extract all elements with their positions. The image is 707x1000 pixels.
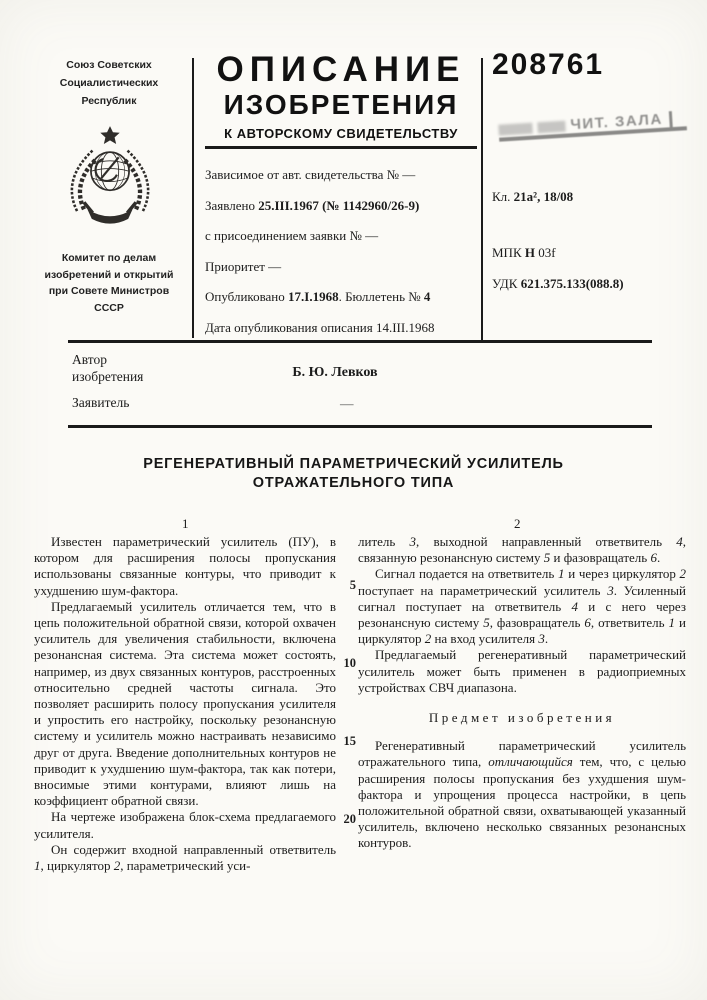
applicant-label: Заявитель (72, 395, 130, 410)
committee-line: СССР (94, 301, 124, 314)
text-run: МПК (492, 245, 525, 260)
text-run: , выходной направленный ответвитель (416, 534, 677, 549)
author-label: Автор (72, 352, 108, 367)
text-run: с присоединением заявки № — (205, 228, 379, 244)
text-run: Сигнал подается на ответвитель (375, 566, 559, 582)
committee-name (28, 250, 190, 316)
text-run: и фазовращатель (550, 550, 651, 566)
classification-line (492, 276, 704, 292)
document-subtype: К АВТОРСКОМУ СВИДЕТЕЛЬСТВУ (224, 126, 458, 141)
section-heading: Предмет изобретения (428, 710, 616, 726)
body-column-left (34, 534, 336, 874)
text-run: , ответвитель (590, 615, 669, 631)
vertical-divider (192, 58, 194, 338)
text-run: 4 (571, 598, 578, 614)
line-numbers (334, 0, 356, 1000)
line-number: 5 (349, 578, 356, 592)
column-number: 1 (182, 516, 189, 531)
column-number: 2 (514, 516, 521, 531)
text-run: , параметрический уси- (120, 858, 251, 874)
paragraph (34, 534, 336, 599)
paragraph (358, 738, 686, 851)
text-run: 3 (607, 582, 614, 598)
author-name: Б. Ю. Левков (292, 365, 378, 380)
text-run: 03f (535, 245, 556, 260)
text-run: отличающийся (488, 754, 573, 770)
text-run: и с него через резонансную систему (358, 598, 686, 631)
classification (492, 189, 704, 292)
line-number: 10 (343, 656, 356, 670)
text-run: 2 (113, 858, 121, 874)
text-run: , фазовращатель (489, 615, 585, 631)
text-run: . Бюллетень № (338, 289, 424, 305)
text-run: Он содержит входной направленный ответвитель (51, 841, 336, 857)
country-line: Республик (81, 95, 137, 107)
text-run: 5 (543, 550, 551, 566)
author-label: изобретения (72, 369, 144, 384)
issuing-country (28, 56, 190, 110)
document-type-title: ИЗОБРЕТЕНИЯ (223, 89, 459, 120)
text-run: 3 (409, 534, 417, 549)
text-run: Предлагаемый регенеративный параметрический усилитель может быть применен в радиоприемных устройствах СВЧ диапазона. (358, 647, 686, 695)
text-run: 1 (668, 615, 676, 631)
text-run: Приоритет — (205, 258, 282, 274)
text-run: Кл. (492, 189, 514, 204)
committee-line: при Совете Министров (48, 285, 170, 297)
text-run: Зависимое от авт. свидетельства № — (205, 167, 416, 182)
text-run: 5 (483, 615, 490, 631)
stamp-smudge (498, 123, 533, 136)
applicant-value: — (340, 396, 354, 411)
classification-line (492, 189, 704, 205)
stamp-text: ЧИТ. ЗАЛА (569, 110, 664, 134)
text-run: 25.III.1967 (№ 1142960/26-9) (258, 197, 420, 213)
text-run: 21а², 18/08 (513, 189, 574, 204)
text-run: поступает на параметрический усилитель (358, 582, 608, 598)
text-run: , связанную резонансную систему (358, 534, 686, 566)
paragraph (34, 599, 336, 810)
text-run: 17.I.1968 (288, 289, 339, 305)
text-run: Дата опубликования описания 14.III.1968 (205, 319, 435, 335)
committee-line: изобретений и открытий (44, 268, 174, 281)
horizontal-divider (68, 425, 652, 428)
invention-title: ОТРАЖАТЕЛЬНОГО ТИПА (252, 475, 455, 491)
committee-line: Комитет по делам (61, 252, 157, 264)
library-stamp (497, 92, 687, 141)
body-column-right (358, 534, 686, 852)
classification-line (492, 245, 704, 261)
text-run: 4 (676, 534, 683, 549)
text-run: УДК (492, 276, 521, 291)
invention-title: РЕГЕНЕРАТИВНЫЙ ПАРАМЕТРИЧЕСКИЙ УСИЛИТЕЛЬ (143, 456, 564, 472)
text-run: 2 (679, 566, 687, 582)
text-run: Опубликовано (205, 289, 289, 305)
text-run: Регенеративный параметрический усилитель отражательного типа, (358, 738, 686, 770)
stamp-smudge (537, 121, 566, 134)
document-type-title: ОПИСАНИЕ (216, 50, 466, 89)
text-run: на вход усилителя (431, 631, 539, 647)
text-run: 1 (558, 566, 565, 582)
country-line: Социалистических (59, 77, 159, 89)
text-run: . Усиленный сигнал поступает на ответвитель (358, 582, 687, 614)
paragraph (358, 534, 686, 566)
text-run: На чертеже изображена блок-схема предлагаемого усилителя. (34, 809, 336, 841)
line-number: 20 (343, 812, 356, 826)
text-run: , циркулятор (40, 858, 114, 874)
text-run: Н (524, 245, 535, 260)
text-run: 6 (584, 615, 591, 631)
text-run: 1 (34, 858, 41, 874)
country-line: Союз Советских (66, 59, 152, 71)
patent-number: 208761 (492, 48, 605, 81)
text-run: . (656, 550, 661, 566)
text-run: 2 (424, 631, 432, 647)
text-run: 3 (538, 631, 545, 647)
text-run: литель (358, 534, 410, 549)
paragraph (34, 809, 336, 841)
text-run: и через циркулятор (564, 566, 680, 582)
paragraph (34, 842, 336, 874)
line-number: 15 (343, 734, 356, 748)
paragraph (358, 566, 686, 647)
stamp-mark (669, 111, 673, 127)
text-run: Известен параметрический усилитель (ПУ), в котором для расширения полосы пропускания использованы связанные контуры, что приводит к ухудшению шум-фактора. (34, 534, 336, 598)
text-run: . (544, 631, 549, 647)
text-run: и циркулятор (358, 615, 686, 647)
text-run: Заявлено (205, 197, 259, 213)
ussr-emblem-icon (58, 120, 162, 243)
text-run: 621.375.133(088.8) (520, 276, 624, 291)
text-run: тем, что, с целью расширения полосы пропускания без ухудшения шум-фактора и упрощения процесса настройки, в цепь положительной обратной связи, охватывающей указанный усилитель, включено несколько связанных резонансных контуров. (358, 754, 686, 851)
text-run: Предлагаемый усилитель отличается тем, что в цепь положительной обратной связи, которой охвачен усилитель для увеличения стабильности, включена резонансная система. Эта система может состоять, например, из двух связанных контуров, расстроенных относительно средней частоты сигнала. Это позволяет расширить полосу пропускания усилителя и упростить его настройку, поскольку резонансную систему и усилитель можно настраивать независимо друг от друга. Введение дополнительных контуров не приводит к ухудшению шум-фактора, так как потери, вносимые этими контурами, влияют лишь на коэффициент обратной связи. (34, 598, 336, 809)
paragraph (358, 647, 686, 696)
text-run: 6 (650, 550, 657, 566)
text-run: 4 (423, 289, 431, 305)
